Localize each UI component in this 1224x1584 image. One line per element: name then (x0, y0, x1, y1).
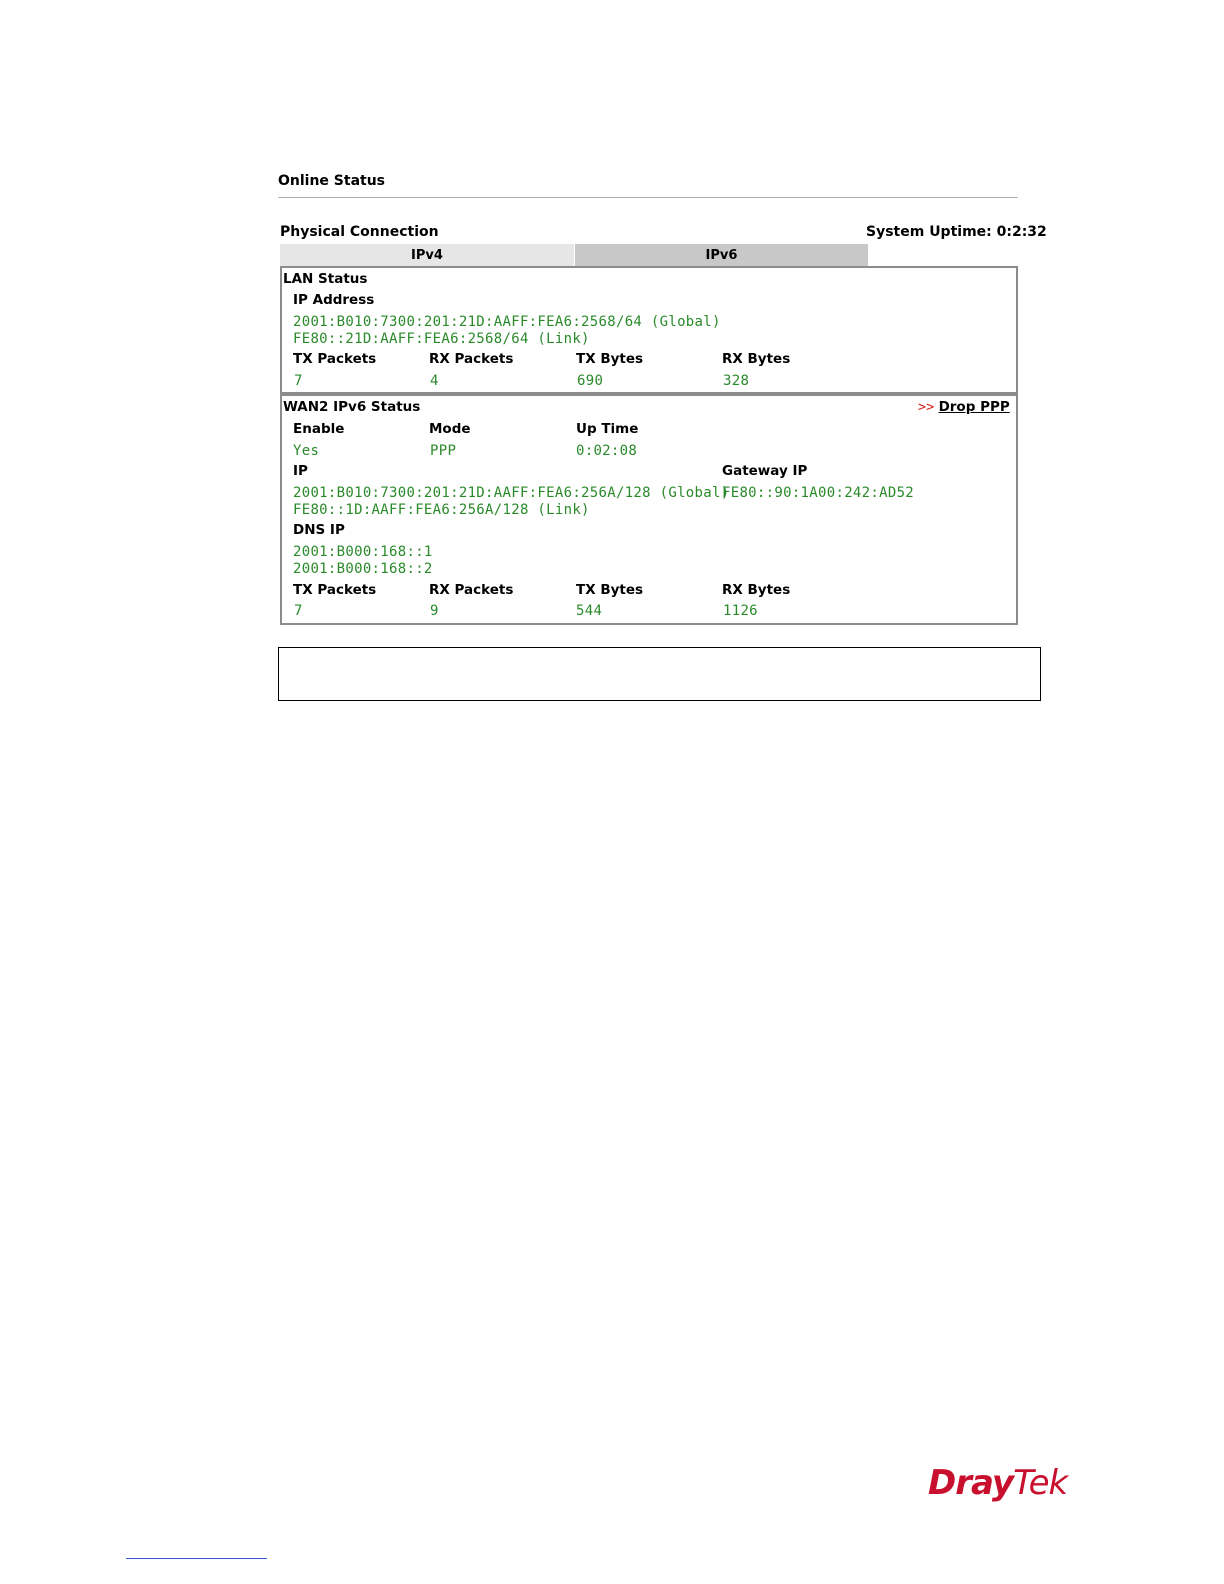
title-divider (278, 197, 1018, 198)
logo-text-dray: Dray (928, 1463, 1014, 1503)
wan-dns-secondary: 2001:B000:168::2 (293, 561, 433, 577)
wan-rx-bytes-value: 1126 (723, 603, 758, 619)
lan-ip-global: 2001:B010:7300:201:21D:AAFF:FEA6:2568/64 (Global) (293, 314, 721, 330)
lan-rx-packets-value: 4 (430, 373, 439, 389)
wan-mode-value: PPP (430, 443, 457, 459)
wan-rx-packets-label: RX Packets (429, 582, 514, 598)
lan-rx-bytes-value: 328 (723, 373, 750, 389)
note-box (278, 647, 1041, 701)
wan-tx-packets-label: TX Packets (293, 582, 377, 598)
lan-rx-packets-label: RX Packets (429, 351, 514, 367)
lan-status-panel (280, 266, 1018, 394)
wan-rx-bytes-label: RX Bytes (722, 582, 791, 598)
wan-ip-link: FE80::1D:AAFF:FEA6:256A/128 (Link) (293, 502, 590, 518)
wan-enable-label: Enable (293, 421, 345, 437)
page-title: Online Status (278, 173, 386, 189)
wan-gateway-value: FE80::90:1A00:242:AD52 (722, 485, 915, 501)
tab-ipv6[interactable]: IPv6 (575, 244, 868, 266)
wan-dns-primary: 2001:B000:168::1 (293, 544, 433, 560)
wan-tx-bytes-value: 544 (576, 603, 603, 619)
wan-uptime-label: Up Time (576, 421, 639, 437)
wan-tx-packets-value: 7 (294, 603, 303, 619)
lan-ip-address-label: IP Address (293, 292, 375, 308)
lan-tx-bytes-label: TX Bytes (576, 351, 644, 367)
draytek-logo (928, 1463, 1067, 1503)
tab-ipv4[interactable]: IPv4 (280, 244, 574, 266)
wan-rx-packets-value: 9 (430, 603, 439, 619)
system-uptime: System Uptime: 0:2:32 (866, 224, 1047, 240)
wan-gateway-label: Gateway IP (722, 463, 808, 479)
drop-ppp-link[interactable]: Drop PPP (938, 399, 1010, 415)
wan-ip-label: IP (293, 463, 308, 479)
wan-enable-value: Yes (293, 443, 320, 459)
lan-tx-bytes-value: 690 (577, 373, 604, 389)
lan-ip-link: FE80::21D:AAFF:FEA6:2568/64 (Link) (293, 331, 590, 347)
drop-arrow-icon: >> (918, 399, 935, 415)
physical-connection-label: Physical Connection (280, 224, 439, 240)
wan-status-header: WAN2 IPv6 Status (283, 399, 421, 415)
wan-mode-label: Mode (429, 421, 471, 437)
lan-tx-packets-label: TX Packets (293, 351, 377, 367)
lan-status-header: LAN Status (283, 271, 368, 287)
lan-tx-packets-value: 7 (294, 373, 303, 389)
footer-divider (126, 1558, 267, 1559)
wan-ip-global: 2001:B010:7300:201:21D:AAFF:FEA6:256A/128 (Global) (293, 485, 730, 501)
wan-dns-label: DNS IP (293, 522, 345, 538)
lan-rx-bytes-label: RX Bytes (722, 351, 791, 367)
drop-ppp[interactable] (918, 399, 1010, 415)
wan-uptime-value: 0:02:08 (576, 443, 638, 459)
logo-text-tek: Tek (1013, 1463, 1068, 1503)
wan-tx-bytes-label: TX Bytes (576, 582, 644, 598)
